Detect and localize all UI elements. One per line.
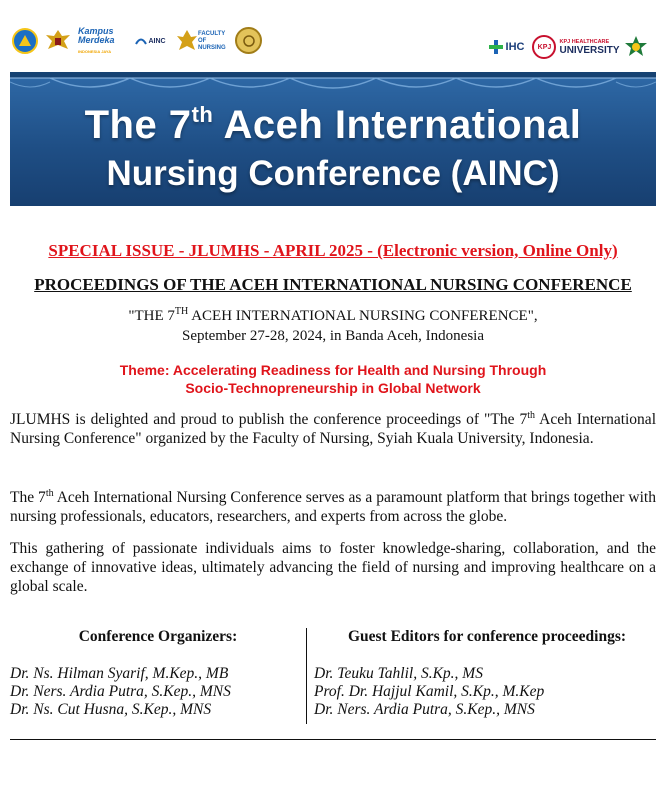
conference-name-suffix: ACEH INTERNATIONAL NURSING CONFERENCE", <box>188 308 538 324</box>
proceedings-title: PROCEEDINGS OF THE ACEH INTERNATIONAL NURSING CONFERENCE <box>34 275 632 294</box>
theme-line1: Theme: Accelerating Readiness for Health and Nursing Through <box>119 362 547 378</box>
conference-date-location: September 27-28, 2024, in Banda Aceh, Indonesia <box>181 328 484 344</box>
kampus-merdeka-subtext: INDONESIA JAYA <box>78 48 112 54</box>
ainc-swoosh-icon <box>134 34 148 48</box>
platform-paragraph <box>10 488 656 526</box>
editor-name: Dr. Teuku Tahlil, S.Kp., MS <box>314 665 483 682</box>
banner-title-line1 <box>10 102 656 148</box>
banner-title-sup: th <box>191 102 214 127</box>
editors-column <box>314 628 660 719</box>
conference-name-prefix: "THE 7 <box>128 308 175 324</box>
kpj-wordmark <box>559 39 619 56</box>
organizers-heading: Conference Organizers: <box>78 628 238 645</box>
green-seal-logo <box>624 35 648 59</box>
p2-suffix: Aceh International Nursing Conference serves as a paramount platform that brings together with nursing professionals, educators, researchers, and experts from across the globe. <box>10 489 656 525</box>
p1-sup: th <box>527 409 535 421</box>
ihc-text: IHC <box>505 41 525 53</box>
p1-suffix: Aceh International Nursing Conference" organized by the Faculty of Nursing, Syiah Kuala University, Indonesia. <box>10 411 656 447</box>
kpj-logo <box>531 33 621 61</box>
garuda-logo <box>44 27 72 55</box>
conference-banner <box>10 72 656 206</box>
kpj-text: KPJ <box>537 43 552 51</box>
special-issue-heading: SPECIAL ISSUE - JLUMHS - APRIL 2025 - (Electronic version, Online Only) <box>48 241 618 260</box>
faculty-of-nursing-logo <box>174 26 232 56</box>
editor-name: Dr. Ners. Ardia Putra, S.Kep., MNS <box>314 701 535 718</box>
p2-sup: th <box>45 487 54 499</box>
organizer-name: Dr. Ners. Ardia Putra, S.Kep., MNS <box>10 683 231 700</box>
faculty-text: FACULTY OF NURSING <box>198 30 226 51</box>
tut-wuri-logo <box>12 28 38 54</box>
nursing-wing-icon <box>176 28 198 54</box>
kpj-university-text: UNIVERSITY <box>559 44 620 56</box>
banner-title-prefix: The 7 <box>84 103 192 147</box>
seal-emblem-icon <box>242 34 256 48</box>
banner-ornament-icon <box>10 72 656 98</box>
garuda-emblem-icon <box>44 27 72 55</box>
ainc-text: AINC <box>148 37 166 45</box>
banner-title-line2: Nursing Conference (AINC) <box>106 154 560 193</box>
theme-line2: Socio-Technopreneurship in Global Network <box>185 380 481 396</box>
conference-theme <box>0 361 666 397</box>
ainc-logo <box>131 30 169 52</box>
kampus-merdeka-logo <box>78 26 128 56</box>
green-seal-icon <box>624 35 648 59</box>
column-divider <box>306 628 307 724</box>
bottom-rule <box>10 739 656 740</box>
organizers-column <box>10 628 306 719</box>
organizer-name: Dr. Ns. Cut Husna, S.Kep., MNS <box>10 701 212 718</box>
intro-paragraph <box>10 410 656 448</box>
conference-name-sup: TH <box>174 306 189 317</box>
kpj-healthcare-text: KPJ HEALTHCARE <box>559 38 610 45</box>
ihc-logo <box>483 37 529 57</box>
editor-name: Prof. Dr. Hajjul Kamil, S.Kp., M.Kep <box>314 683 545 700</box>
p1-prefix: JLUMHS is delighted and proud to publish the conference proceedings of "The 7 <box>10 411 528 428</box>
kampus-merdeka-text: Kampus Merdeka <box>78 25 115 45</box>
conference-name <box>0 306 666 325</box>
logo-bar <box>0 0 666 70</box>
ihc-cross-icon <box>488 39 504 55</box>
gathering-paragraph: This gathering of passionate individuals aims to foster knowledge-sharing, collaboration, and the exchange of innovative ideas, ultimately advancing the field of nursing and improving healthcare on a global scale. <box>10 540 656 595</box>
kpj-circle-icon <box>532 35 556 59</box>
usk-seal-logo <box>235 27 262 54</box>
p2-prefix: The 7 <box>10 489 46 506</box>
editors-heading: Guest Editors for conference proceedings: <box>347 628 627 645</box>
banner-title-suffix: Aceh International <box>213 103 582 147</box>
tut-wuri-emblem-icon <box>18 34 32 48</box>
organizer-name: Dr. Ns. Hilman Syarif, M.Kep., MB <box>10 665 229 682</box>
